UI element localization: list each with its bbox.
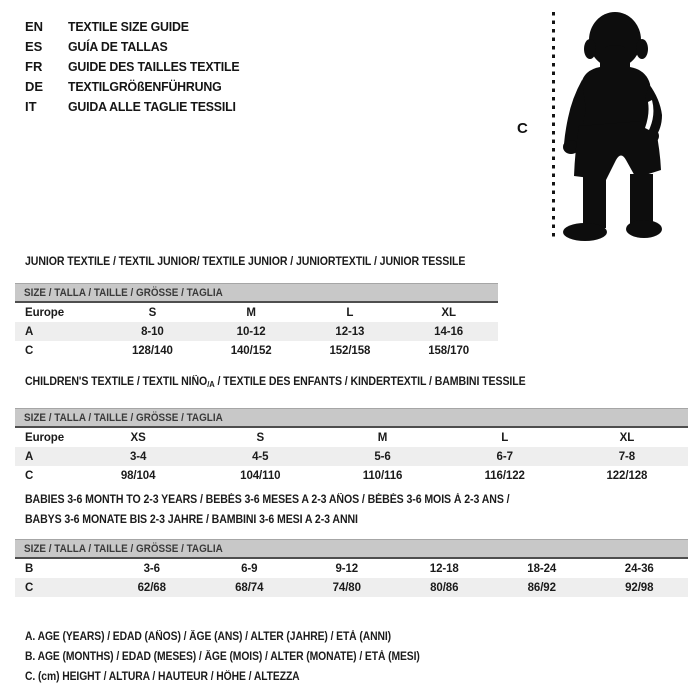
language-code: IT xyxy=(25,98,37,114)
baby-silhouette-shape xyxy=(563,12,662,241)
size-value: 86/92 xyxy=(527,581,556,594)
size-value: 3-4 xyxy=(129,450,147,463)
language-row xyxy=(25,96,248,116)
size-header-bar xyxy=(15,408,688,428)
section-babies-textile xyxy=(15,490,688,597)
section-title: BABYS 3-6 MONATE BIS 2-3 JAHRE / BAMBINI 3-6 MESI A 2-3 ANNI xyxy=(25,514,358,526)
baby-silhouette xyxy=(515,2,700,248)
size-value: 62/68 xyxy=(137,581,166,594)
language-title: TEXTILE SIZE GUIDE xyxy=(68,18,189,34)
size-value: 68/74 xyxy=(235,581,264,594)
size-value: 128/140 xyxy=(131,344,173,357)
size-value: 7-8 xyxy=(618,450,636,463)
section-title xyxy=(25,372,635,395)
language-title-list xyxy=(25,16,248,116)
size-value: 10-12 xyxy=(236,325,266,338)
language-title: GUIDA ALLE TAGLIE TESSILI xyxy=(68,98,236,114)
row-label: C xyxy=(25,344,34,357)
section-title-text: / TEXTILE DES ENFANTS / KINDERTEXTIL / BAMBINI TESSILE xyxy=(214,376,526,388)
language-title: GUÍA DE TALLAS xyxy=(68,38,168,54)
language-code: EN xyxy=(25,18,44,34)
legend-line: C. (cm) HEIGHT / ALTURA / HAUTEUR / HÖHE / ALTEZZA xyxy=(25,671,300,683)
size-value: 158/170 xyxy=(428,344,470,357)
row-label: A xyxy=(25,325,34,338)
section-title-block xyxy=(15,490,688,530)
size-value: 140/152 xyxy=(230,344,272,357)
size-value: XS xyxy=(130,431,146,444)
section-junior-textile xyxy=(15,252,498,360)
language-title: TEXTILGRÖßENFÜHRUNG xyxy=(68,78,222,94)
size-header-bar xyxy=(15,283,498,303)
section-title-subscript: /A xyxy=(207,380,215,389)
section-title-text: CHILDREN'S TEXTILE / TEXTIL NIÑO xyxy=(25,376,208,388)
size-value: 3-6 xyxy=(143,562,160,575)
size-value: 12-18 xyxy=(429,562,459,575)
height-measure-label: C xyxy=(517,120,528,137)
size-value: XL xyxy=(441,306,456,319)
table-row xyxy=(15,578,688,597)
section-title-block xyxy=(15,252,498,272)
language-code: DE xyxy=(25,78,44,94)
table-row xyxy=(15,447,688,466)
table-row xyxy=(15,322,498,341)
size-header-text: SIZE / TALLA / TAILLE / GRÖSSE / TAGLIA xyxy=(24,286,223,299)
size-header-text: SIZE / TALLA / TAILLE / GRÖSSE / TAGLIA xyxy=(24,411,223,424)
size-header-bar xyxy=(15,539,688,559)
language-row xyxy=(25,56,248,76)
size-value: 12-13 xyxy=(335,325,365,338)
legend-line: B. AGE (MONTHS) / EDAD (MESES) / ÂGE (MOIS) / ALTER (MONATE) / ETÀ (MESI) xyxy=(25,651,420,663)
language-row xyxy=(25,76,248,96)
row-label: Europe xyxy=(25,306,65,319)
row-label: A xyxy=(25,450,34,463)
size-value: 110/116 xyxy=(362,469,403,482)
children-size-table xyxy=(15,428,688,485)
section-title: BABIES 3-6 MONTH TO 2-3 YEARS / BEBÉS 3-6 MESES A 2-3 AÑOS / BÉBÉS 3-6 MOIS À 2-3 ANS / xyxy=(25,494,510,506)
size-value: 152/158 xyxy=(329,344,371,357)
size-value: 104/110 xyxy=(240,469,281,482)
size-value: 9-12 xyxy=(335,562,359,575)
language-code: ES xyxy=(25,38,43,54)
size-value: 5-6 xyxy=(374,450,391,463)
size-value: L xyxy=(501,431,509,444)
size-value: M xyxy=(246,306,256,319)
size-value: L xyxy=(346,306,354,319)
table-row xyxy=(15,466,688,485)
row-label: B xyxy=(25,562,34,575)
measure-legend xyxy=(25,627,464,687)
table-row xyxy=(15,341,498,360)
table-row xyxy=(15,303,498,322)
table-row xyxy=(15,559,688,578)
language-row xyxy=(25,36,248,56)
section-children-textile xyxy=(15,372,688,485)
section-title: JUNIOR TEXTILE / TEXTIL JUNIOR/ TEXTILE JUNIOR / JUNIORTEXTIL / JUNIOR TESSILE xyxy=(25,256,466,268)
size-value: XL xyxy=(619,431,635,444)
babies-size-table xyxy=(15,559,688,597)
size-value: 92/98 xyxy=(625,581,654,594)
size-value: 80/86 xyxy=(430,581,459,594)
size-value: S xyxy=(256,431,265,444)
size-value: 6-7 xyxy=(496,450,513,463)
size-value: 14-16 xyxy=(434,325,464,338)
size-value: 122/128 xyxy=(606,469,648,482)
size-value: 98/104 xyxy=(120,469,156,482)
row-label: C xyxy=(25,469,34,482)
table-row xyxy=(15,428,688,447)
section-title-block xyxy=(15,372,688,395)
legend-line: A. AGE (YEARS) / EDAD (AÑOS) / ÂGE (ANS) / ALTER (JAHRE) / ETÀ (ANNI) xyxy=(25,631,392,643)
size-value: 24-36 xyxy=(624,562,654,575)
size-value: 74/80 xyxy=(332,581,361,594)
junior-size-table xyxy=(15,303,498,360)
size-header-text: SIZE / TALLA / TAILLE / GRÖSSE / TAGLIA xyxy=(24,542,223,555)
size-value: 18-24 xyxy=(527,562,557,575)
language-row xyxy=(25,16,248,36)
row-label: Europe xyxy=(25,431,65,444)
size-value: S xyxy=(148,306,157,319)
size-value: 8-10 xyxy=(141,325,164,338)
row-label: C xyxy=(25,581,34,594)
size-value: M xyxy=(377,431,388,444)
language-code: FR xyxy=(25,58,43,74)
size-value: 4-5 xyxy=(252,450,269,463)
size-value: 116/122 xyxy=(484,469,525,482)
language-title: GUIDE DES TAILLES TEXTILE xyxy=(68,58,240,74)
size-value: 6-9 xyxy=(241,562,258,575)
